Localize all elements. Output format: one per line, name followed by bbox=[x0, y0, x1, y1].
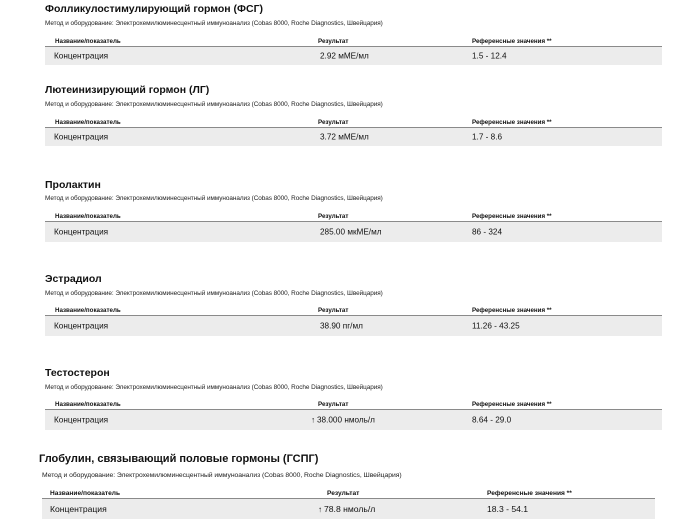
method-text: Метод и оборудование: Электрохемилюминесцентный иммуноанализ (Cobas 8000, Roche Diagnostics, Швейцария) bbox=[45, 20, 383, 27]
method-text: Метод и оборудование: Электрохемилюминесцентный иммуноанализ (Cobas 8000, Roche Diagnostics, Швейцария) bbox=[45, 101, 383, 108]
table-row bbox=[45, 222, 662, 242]
table-row bbox=[45, 47, 662, 65]
row-result: ↑ 38.000 нмоль/л bbox=[311, 415, 375, 425]
table-row bbox=[42, 499, 655, 519]
header-name: Название/показатель bbox=[55, 213, 121, 220]
method-text: Метод и оборудование: Электрохемилюминесцентный иммуноанализ (Cobas 8000, Roche Diagnostics, Швейцария) bbox=[45, 195, 383, 202]
arrow-up-icon: ↑ bbox=[318, 505, 322, 514]
section-title: Фолликулостимулирующий гормон (ФСГ) bbox=[45, 3, 264, 15]
row-result: ↑ 78.8 нмоль/л bbox=[318, 504, 376, 514]
section-title: Эстрадиол bbox=[45, 273, 102, 285]
arrow-up-icon: ↑ bbox=[311, 415, 315, 425]
section-title: Глобулин, связывающий половые гормоны (ГСПГ) bbox=[39, 453, 319, 465]
section-title: Пролактин bbox=[45, 179, 101, 191]
header-result: Результат bbox=[318, 119, 349, 126]
row-name: Концентрация bbox=[54, 132, 109, 142]
row-name: Концентрация bbox=[54, 51, 109, 61]
table-row bbox=[45, 128, 662, 146]
row-reference: 18.3 - 54.1 bbox=[487, 504, 529, 514]
method-text: Метод и оборудование: Электрохемилюминесцентный иммуноанализ (Cobas 8000, Roche Diagnostics, Швейцария) bbox=[42, 472, 402, 479]
row-result: 38.90 пг/мл bbox=[320, 321, 363, 331]
header-name: Название/показатель bbox=[55, 401, 121, 408]
header-name: Название/показатель bbox=[55, 119, 121, 126]
row-name: Концентрация bbox=[54, 321, 109, 331]
header-result: Результат bbox=[318, 401, 349, 408]
method-text: Метод и оборудование: Электрохемилюминесцентный иммуноанализ (Cobas 8000, Roche Diagnostics, Швейцария) bbox=[45, 290, 383, 297]
header-reference: Референсные значения ** bbox=[472, 119, 552, 126]
row-reference: 1.5 - 12.4 bbox=[472, 51, 507, 61]
row-reference: 11.26 - 43.25 bbox=[472, 321, 520, 331]
row-reference: 8.64 - 29.0 bbox=[472, 415, 512, 425]
header-result: Результат bbox=[318, 307, 349, 314]
row-name: Концентрация bbox=[54, 227, 109, 237]
header-reference: Референсные значения ** bbox=[472, 401, 552, 408]
row-name: Концентрация bbox=[54, 415, 109, 425]
header-reference: Референсные значения ** bbox=[487, 490, 572, 497]
header-result: Результат bbox=[327, 490, 360, 497]
row-result: 3.72 мМЕ/мл bbox=[320, 132, 369, 142]
header-reference: Референсные значения ** bbox=[472, 38, 552, 45]
row-result: 285.00 мкМЕ/мл bbox=[320, 227, 382, 237]
header-reference: Референсные значения ** bbox=[472, 213, 552, 220]
header-name: Название/показатель bbox=[55, 38, 121, 45]
header-result: Результат bbox=[318, 38, 349, 45]
section-title: Лютеинизирующий гормон (ЛГ) bbox=[45, 84, 210, 96]
method-text: Метод и оборудование: Электрохемилюминесцентный иммуноанализ (Cobas 8000, Roche Diagnostics, Швейцария) bbox=[45, 384, 383, 391]
header-reference: Референсные значения ** bbox=[472, 307, 552, 314]
table-row bbox=[45, 410, 662, 430]
header-name: Название/показатель bbox=[50, 490, 121, 497]
row-result: 2.92 мМЕ/мл bbox=[320, 51, 369, 61]
table-row bbox=[45, 316, 662, 336]
row-name: Концентрация bbox=[50, 504, 107, 514]
row-reference: 86 - 324 bbox=[472, 227, 503, 237]
section-title: Тестостерон bbox=[45, 367, 110, 379]
header-result: Результат bbox=[318, 213, 349, 220]
header-name: Название/показатель bbox=[55, 307, 121, 314]
row-reference: 1.7 - 8.6 bbox=[472, 132, 503, 142]
